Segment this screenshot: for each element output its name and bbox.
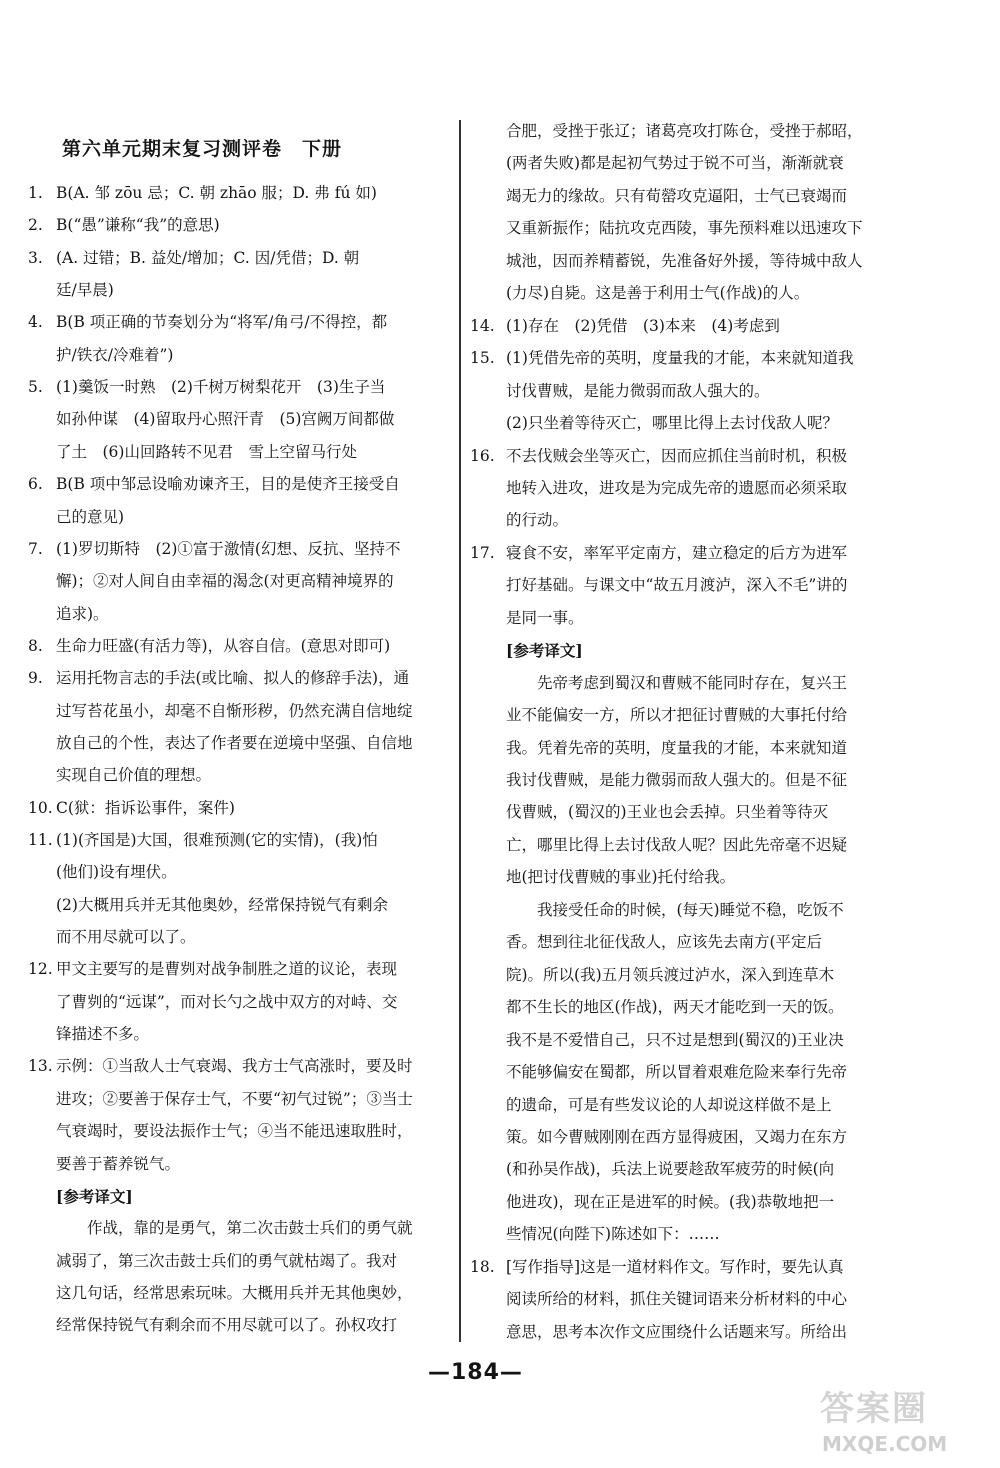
- question-number: 3.: [28, 248, 43, 267]
- answer-line: (1)凭借先帝的英明，度量我的才能，本来就知道我: [506, 349, 854, 368]
- question-number: 2.: [28, 216, 43, 235]
- answer-line: (他们)设有埋伏。: [56, 863, 177, 882]
- question-number: 7.: [28, 539, 43, 558]
- page-title: 第六单元期末复习测评卷 下册: [62, 138, 343, 160]
- answer-line: 减弱了，第三次击鼓士兵们的勇气就枯竭了。我对: [56, 1251, 398, 1270]
- answer-line: 锋描述不多。: [56, 1025, 150, 1044]
- question-number: 1.: [28, 184, 43, 202]
- answer-line: 讨伐曹贼，是能力微弱而敌人强大的。: [506, 381, 770, 400]
- answer-line: 要善于蓄养锐气。: [56, 1154, 181, 1173]
- answer-line: 护/铁衣/冷难着”): [56, 345, 174, 364]
- answer-line: 些情况(向陛下)陈述如下：……: [506, 1225, 720, 1244]
- answer-line: 而不用尽就可以了。: [56, 928, 196, 947]
- column-divider: [459, 120, 461, 1342]
- answer-line: 的遗命，可是有些发议论的人却说这样做不是上: [506, 1095, 832, 1114]
- answer-line: 地(把讨伐曹贼的事业)托付给我。: [506, 868, 736, 887]
- answer-line: 气衰竭时，要设法振作士气；④当不能迅速取胜时，: [56, 1122, 413, 1141]
- answer-line: 城池，因而养精蓄锐，先准备好外援，等待城中敌人: [506, 251, 863, 270]
- answer-line: 甲文主要写的是曹刿对战争制胜之道的议论，表现: [56, 960, 398, 979]
- answer-line: 了曹刿的“远谋”，而对长勺之战中双方的对峙、交: [56, 992, 398, 1011]
- answer-line: 我讨伐曹贼，是能力微弱而敌人强大的。但是不征: [506, 771, 848, 789]
- section-heading: [参考译文]: [506, 641, 583, 661]
- answer-line: 追求)。: [56, 604, 109, 623]
- answer-line: (和孙吴作战)，兵法上说要趁敌军疲劳的时候(向: [506, 1160, 835, 1179]
- answer-line: (1)(齐国是)大国，很难预测(它的实情)，(我)怕: [56, 831, 378, 849]
- answer-line: B(A. 邹 zōu 忌；C. 朝 zhāo 服；D. 弗 fú 如): [56, 184, 377, 202]
- answer-line: [写作指导]这是一道材料作文。写作时，要先认真: [506, 1257, 844, 1276]
- answer-line: 都不生长的地区(作战)，两天才能吃到一天的饭。: [506, 998, 844, 1017]
- question-number: 11.: [28, 831, 53, 849]
- question-number: 18.: [470, 1257, 495, 1276]
- answer-line: B(“愚”谦称“我”的意思): [56, 216, 220, 235]
- answer-line: 我。凭着先帝的英明，度量我的才能，本来就知道: [506, 738, 848, 757]
- question-number: 9.: [28, 669, 43, 688]
- answer-line: 竭无力的缘故。只有荀罃攻克逼阳，士气已衰竭而: [506, 186, 848, 205]
- question-number: 12.: [28, 960, 53, 979]
- answer-line: (两者失败)都是起初气势过于锐不可当，渐渐就衰: [506, 154, 844, 173]
- answer-line: (2)大概用兵并无其他奥妙，经常保持锐气有剩余: [56, 895, 388, 914]
- answer-line: (A. 过错；B. 益处/增加；C. 因/凭借；D. 朝: [56, 248, 360, 267]
- answer-line: 了土 (6)山回路转不见君 雪上空留马行处: [56, 442, 357, 461]
- answer-line: 如孙仲谋 (4)留取丹心照汗青 (5)宫阙万间都做: [56, 410, 395, 429]
- section-heading: [参考译文]: [56, 1186, 133, 1206]
- answer-line: 实现自己价值的理想。: [56, 766, 212, 785]
- answer-line: 生命力旺盛(有活力等)，从容自信。(意思对即可): [56, 636, 391, 655]
- answer-line: 这几句话，经常思索玩味。大概用兵并无其他奥妙，: [56, 1283, 413, 1302]
- watermark-url: MXQE.COM: [822, 1432, 948, 1456]
- answer-line: 运用托物言志的手法(或比喻、拟人的修辞手法)，通: [56, 669, 410, 688]
- answer-line: 香。想到往北征伐敌人，应该先去南方(平定后: [506, 933, 823, 952]
- question-number: 15.: [470, 349, 495, 368]
- question-number: 8.: [28, 636, 43, 655]
- answer-line: B(B 项正确的节奏划分为“将军/角弓/不得控，都: [56, 313, 388, 332]
- answer-line: 我不是不爱惜自己，只不过是想到(蜀汉的)王业决: [506, 1030, 844, 1049]
- answer-line: (1)存在 (2)凭借 (3)本来 (4)考虑到: [506, 316, 780, 335]
- answer-line: 意思，思考本次作文应围绕什么话题来写。所给出: [506, 1322, 848, 1341]
- answer-line: 经常保持锐气有剩余而不用尽就可以了。孙权攻打: [56, 1316, 398, 1335]
- answer-line: B(B 项中邹忌设喻劝谏齐王，目的是使齐王接受自: [56, 475, 400, 494]
- answer-line: (1)罗切斯特 (2)①富于激情(幻想、反抗、坚持不: [56, 539, 401, 558]
- answer-line: 策。如今曹贼刚刚在西方显得疲困，又竭力在东方: [506, 1127, 848, 1146]
- answer-line: 伐曹贼，(蜀汉的)王业也会丢掉。只坐着等待灭: [506, 803, 829, 822]
- answer-line: 放自己的个性，表达了作者要在逆境中坚强、自信地: [56, 733, 413, 752]
- answer-line: (2)只坐着等待灭亡，哪里比得上去讨伐敌人呢？: [506, 414, 838, 433]
- answer-line: 作战，靠的是勇气，第二次击鼓士兵们的勇气就: [56, 1219, 413, 1238]
- answer-line: 院)。所以(我)五月领兵渡过泸水，深入到连草木: [506, 965, 835, 984]
- question-number: 16.: [470, 446, 495, 465]
- question-number: 13.: [28, 1057, 53, 1076]
- answer-line: 过写苔花虽小，却毫不自惭形秽，仍然充满自信地绽: [56, 701, 413, 720]
- question-number: 4.: [28, 313, 43, 332]
- answer-line: 廷/早晨): [56, 281, 114, 300]
- answer-line: C(狱：指诉讼事件，案件): [56, 798, 235, 817]
- question-number: 10.: [28, 798, 53, 817]
- question-number: 5.: [28, 378, 43, 397]
- answer-line: 寝食不安，率军平定南方，建立稳定的后方为进军: [506, 543, 848, 562]
- answer-line: 的行动。: [506, 511, 569, 530]
- question-number: 6.: [28, 475, 43, 494]
- answer-line: 地转入进攻，进攻是为完成先帝的遗愿而必须采取: [506, 478, 848, 497]
- watermark-logo: 答案圈: [820, 1389, 928, 1429]
- answer-line: 又重新振作；陆抗攻克西陵，事先预料难以迅速攻下: [506, 219, 863, 238]
- answer-line: 先帝考虑到蜀汉和曹贼不能同时存在，复兴王: [506, 673, 848, 692]
- answer-line: 是同一事。: [506, 608, 584, 627]
- answer-line: 进攻；②要善于保存士气，不要“初气过锐”；③当士: [56, 1089, 413, 1108]
- answer-line: 打好基础。与课文中“故五月渡泸，深入不毛”讲的: [506, 576, 848, 595]
- answer-line: (1)羹饭一时熟 (2)千树万树梨花开 (3)生子当: [56, 378, 386, 397]
- answer-line: 不去伐贼会坐等灭亡，因而应抓住当前时机，积极: [506, 446, 848, 465]
- answer-line: 不能够偏安在蜀都，所以冒着艰难危险来奉行先帝: [506, 1063, 848, 1082]
- question-number: 17.: [470, 543, 495, 562]
- question-number: 14.: [470, 316, 495, 335]
- page-number: —184—: [428, 1360, 523, 1385]
- answer-line: 亡，哪里比得上去讨伐敌人呢？因此先帝毫不迟疑: [506, 835, 848, 854]
- answer-line: 阅读所给的材料，抓住关键词语来分析材料的中心: [506, 1290, 848, 1309]
- answer-line: 懈)；②对人间自由幸福的渴念(对更高精神境界的: [56, 572, 394, 591]
- answer-line: 示例：①当敌人士气衰竭、我方士气高涨时，要及时: [56, 1057, 413, 1076]
- answer-line: 他进攻)，现在正是进军的时候。(我)恭敬地把一: [506, 1192, 835, 1211]
- answer-line: (力尽)自毙。这是善于利用士气(作战)的人。: [506, 284, 810, 303]
- answer-line: 我接受任命的时候，(每天)睡觉不稳，吃饭不: [506, 900, 844, 919]
- answer-line: 业不能偏安一方，所以才把征讨曹贼的大事托付给: [506, 706, 848, 725]
- answer-line: 合肥，受挫于张辽；诸葛亮攻打陈仓，受挫于郝昭，: [506, 122, 863, 140]
- answer-line: 己的意见): [56, 507, 125, 526]
